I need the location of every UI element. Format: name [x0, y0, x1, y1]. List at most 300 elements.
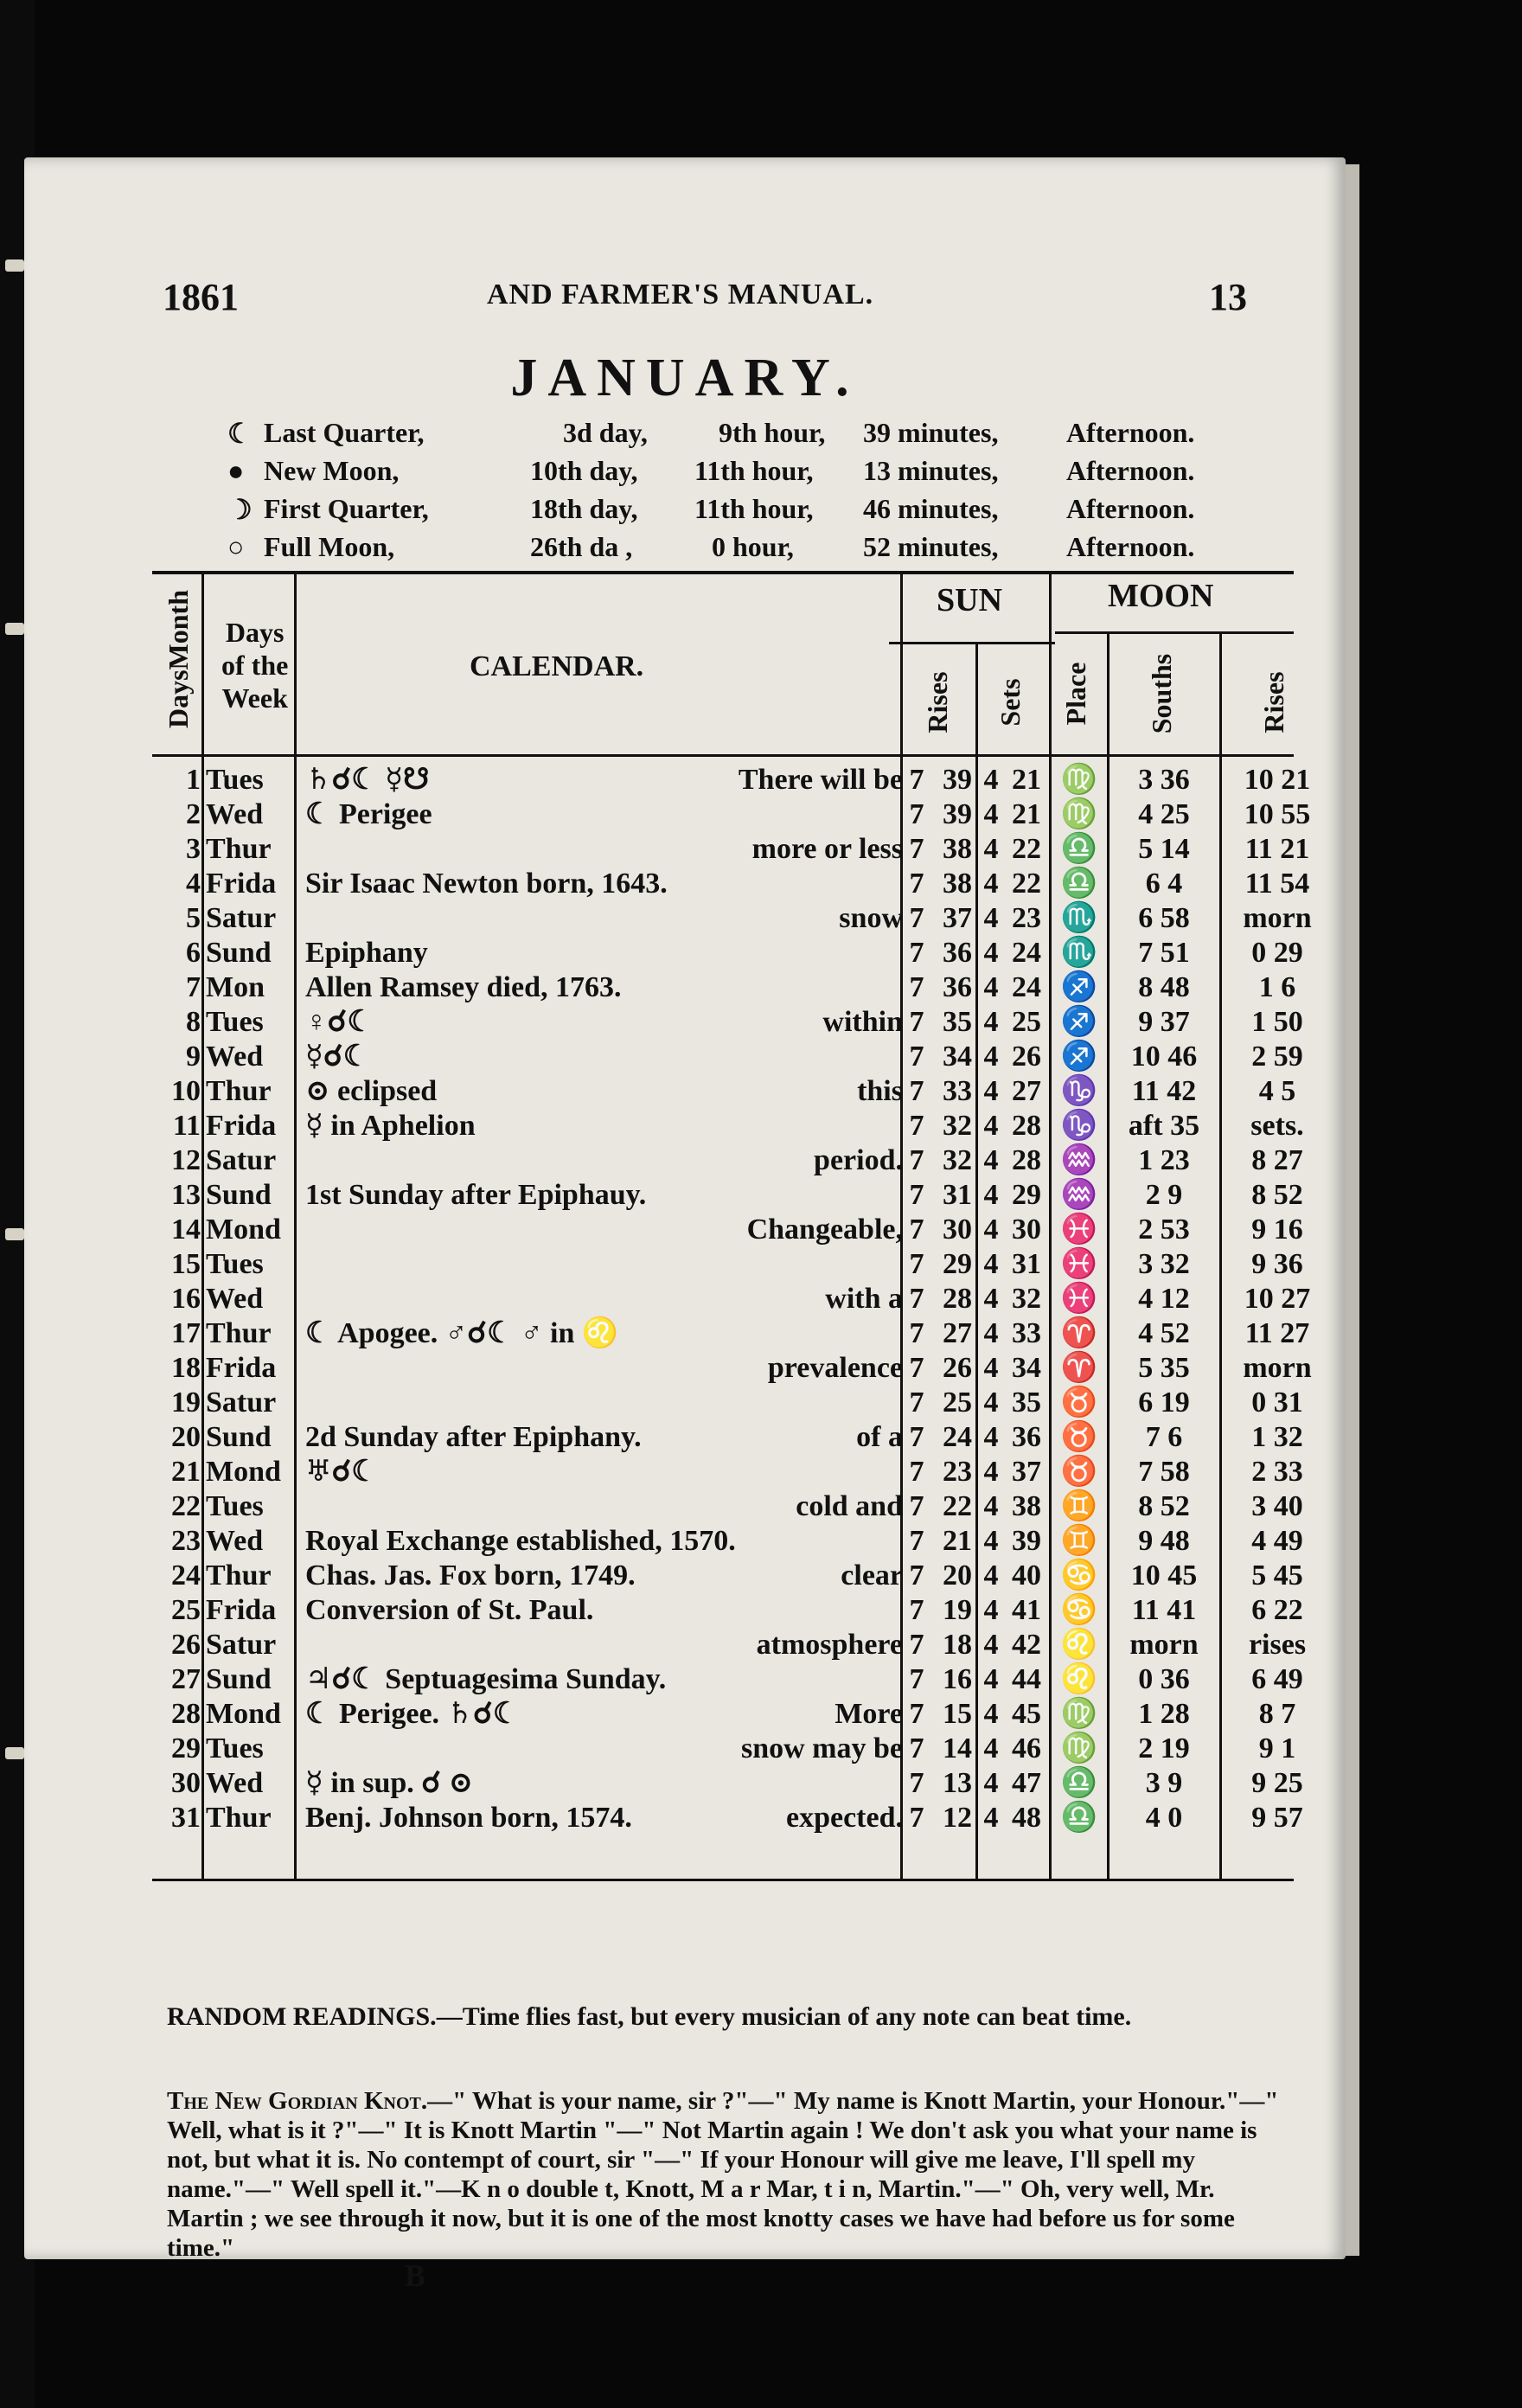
sun-set-hour: 4	[983, 1179, 999, 1211]
table-header-rule	[152, 754, 1294, 757]
sun-set-hour: 4	[983, 1767, 999, 1799]
sun-set-minutes: 41	[1012, 1594, 1041, 1626]
moon-place-sign: ♈	[1060, 1352, 1098, 1384]
sun-rise-hour: 7	[909, 1629, 924, 1661]
table-row	[24, 1386, 1346, 1420]
table-row	[24, 1524, 1346, 1559]
moon-place-sign: ♉	[1060, 1421, 1098, 1453]
calendar-note: ⊙ eclipsed	[305, 1075, 438, 1107]
moon-rises: 11 54	[1244, 868, 1310, 900]
sun-set-hour: 4	[983, 868, 999, 900]
sun-rise-minutes: 26	[943, 1352, 972, 1384]
day-of-week: Satur	[206, 1629, 277, 1661]
sun-rise-minutes: 36	[943, 937, 972, 969]
moon-souths: 3 32	[1138, 1248, 1190, 1280]
day-of-month: 3	[186, 833, 201, 865]
sun-rise-minutes: 14	[943, 1732, 972, 1764]
sun-set-minutes: 30	[1012, 1214, 1041, 1246]
moon-rises: 6 49	[1251, 1663, 1303, 1695]
day-of-week: Sund	[206, 1421, 272, 1453]
moon-place-sign: ♎	[1060, 1767, 1098, 1799]
moon-rises-header: Rises	[1258, 671, 1289, 733]
moon-souths: 9 48	[1138, 1525, 1190, 1557]
phase-minutes: 13 minutes,	[863, 455, 999, 486]
day-of-month: 11	[172, 1110, 201, 1142]
day-of-month: 20	[171, 1421, 201, 1453]
phase-period: Afternoon.	[1066, 417, 1195, 448]
first-quarter-icon: ☽	[227, 494, 253, 525]
day-of-week: Mond	[206, 1214, 281, 1246]
day-of-week: Frida	[206, 868, 277, 900]
sun-rise-hour: 7	[909, 1352, 924, 1384]
weather-forecast: period.	[814, 1144, 903, 1176]
anecdote-text: —" What is your name, sir ?"—" My name is Knott Martin, your Honour."—" Well, what is it ?"—" It is Knott Martin "—" Not Martin again ! We don't ask you what your name is not, but what it is. No contempt of court, sir "—" If your Honour will give me leave, I'll spell my name."—" Well spell it."—K n o double t, Knott, M a r Mar, t i n, Martin."—" Oh, very well, Mr. Martin ; we see through it now, but it is one of the most knotty cases we have had before us for some time."	[167, 2087, 1279, 2262]
sun-rise-hour: 7	[909, 1283, 924, 1315]
moon-souths: aft 35	[1128, 1110, 1200, 1142]
sun-rise-hour: 7	[909, 1698, 924, 1730]
table-row	[24, 1109, 1346, 1143]
signature-mark: B	[405, 2258, 426, 2293]
sun-rise-hour: 7	[909, 971, 924, 1003]
calendar-note: ☾ Apogee. ♂☌☾ ♂ in ♌	[305, 1317, 619, 1349]
table-row	[24, 1455, 1346, 1489]
moon-header-rule	[1055, 631, 1294, 634]
sun-rise-minutes: 37	[943, 902, 972, 934]
sun-rise-hour: 7	[909, 1041, 924, 1073]
sun-set-hour: 4	[983, 1421, 999, 1453]
moon-place-sign: ♎	[1060, 868, 1098, 900]
weather-forecast: within	[822, 1006, 903, 1038]
calendar-rows	[24, 763, 1346, 1835]
day-of-week: Sund	[206, 1179, 272, 1211]
table-row	[24, 1316, 1346, 1351]
sun-rise-minutes: 29	[943, 1248, 972, 1280]
moon-rises: 4 49	[1251, 1525, 1303, 1557]
sun-rises-header: Rises	[922, 671, 953, 733]
day-of-month: 26	[171, 1629, 201, 1661]
moon-place-sign: ♊	[1060, 1490, 1098, 1522]
sun-set-minutes: 36	[1012, 1421, 1041, 1453]
sun-set-hour: 4	[983, 902, 999, 934]
day-of-month: 18	[171, 1352, 201, 1384]
day-of-month: 25	[171, 1594, 201, 1626]
moon-souths: 6 4	[1145, 868, 1183, 900]
day-of-week: Thur	[206, 1802, 272, 1834]
sun-set-minutes: 48	[1012, 1802, 1041, 1834]
table-row	[24, 1628, 1346, 1662]
sun-set-hour: 4	[983, 1387, 999, 1419]
moon-place-sign: ♋	[1060, 1594, 1098, 1626]
moon-place-sign: ♓	[1060, 1214, 1098, 1246]
sun-set-minutes: 38	[1012, 1490, 1041, 1522]
random-readings-text: —Time flies fast, but every musician of any note can beat time.	[436, 2002, 1132, 2031]
sun-rise-minutes: 19	[943, 1594, 972, 1626]
day-of-month: 1	[186, 764, 201, 796]
moon-place-sign: ♐	[1060, 1006, 1098, 1038]
phase-period: Afternoon.	[1066, 455, 1195, 486]
sun-rise-hour: 7	[909, 1525, 924, 1557]
calendar-note: Royal Exchange established, 1570.	[305, 1525, 736, 1557]
moon-place-sign: ♌	[1060, 1629, 1098, 1661]
moon-souths: 10 46	[1130, 1041, 1198, 1073]
table-row	[24, 1801, 1346, 1835]
sun-rise-hour: 7	[909, 1110, 924, 1142]
calendar-note: Sir Isaac Newton born, 1643.	[305, 868, 668, 900]
random-readings-heading: RANDOM READINGS.	[167, 2002, 437, 2031]
sun-set-hour: 4	[983, 1802, 999, 1834]
day-of-month: 15	[171, 1248, 201, 1280]
sun-set-minutes: 21	[1012, 764, 1041, 796]
calendar-note: ☾ Perigee	[305, 798, 432, 830]
moon-souths: 6 19	[1138, 1387, 1190, 1419]
header-line: of the	[221, 650, 289, 681]
sun-set-minutes: 22	[1012, 868, 1041, 900]
sun-set-hour: 4	[983, 798, 999, 830]
moon-souths: 4 25	[1138, 798, 1190, 830]
binding-stitch	[5, 1228, 24, 1240]
calendar-note: Benj. Johnson born, 1574.	[305, 1802, 632, 1834]
moon-rises: 6 22	[1251, 1594, 1303, 1626]
sun-header: SUN	[937, 582, 1003, 618]
moon-souths: 4 12	[1138, 1283, 1190, 1315]
moon-rises: 10 21	[1244, 764, 1311, 796]
sun-rise-hour: 7	[909, 1214, 924, 1246]
moon-rises: 9 1	[1258, 1732, 1296, 1764]
sun-rise-hour: 7	[909, 1594, 924, 1626]
calendar-note: Chas. Jas. Fox born, 1749.	[305, 1559, 636, 1591]
almanac-page	[24, 157, 1346, 2293]
sun-rise-minutes: 22	[943, 1490, 972, 1522]
day-of-week: Thur	[206, 1559, 272, 1591]
day-of-month: 31	[171, 1802, 201, 1834]
sun-set-minutes: 22	[1012, 833, 1041, 865]
sun-set-minutes: 42	[1012, 1629, 1041, 1661]
calendar-note: ♃☌☾ Septuagesima Sunday.	[305, 1663, 667, 1695]
moon-place-sign: ♑	[1060, 1075, 1098, 1107]
sun-set-minutes: 46	[1012, 1732, 1041, 1764]
sun-set-minutes: 27	[1012, 1075, 1041, 1107]
table-row	[24, 1732, 1346, 1766]
sun-set-minutes: 21	[1012, 798, 1041, 830]
phase-period: Afternoon.	[1066, 493, 1195, 524]
sun-rise-minutes: 34	[943, 1041, 972, 1073]
sun-set-hour: 4	[983, 1075, 999, 1107]
day-of-month: 29	[171, 1732, 201, 1764]
moon-souths: 5 35	[1138, 1352, 1190, 1384]
moon-place-sign: ♎	[1060, 1802, 1098, 1834]
table-row	[24, 1420, 1346, 1455]
day-of-week: Wed	[206, 798, 264, 830]
phase-minutes: 52 minutes,	[863, 531, 999, 562]
binding-stitch	[5, 623, 24, 635]
sun-rise-minutes: 36	[943, 971, 972, 1003]
moon-place-sign: ♊	[1060, 1525, 1098, 1557]
moon-place-sign: ♑	[1060, 1110, 1098, 1142]
day-of-month: 17	[171, 1317, 201, 1349]
moon-souths: 9 37	[1138, 1006, 1190, 1038]
phase-day: 10th day,	[530, 455, 638, 486]
moon-souths: 2 53	[1138, 1214, 1190, 1246]
month-title: JANUARY.	[510, 349, 860, 407]
moon-rises: 1 32	[1251, 1421, 1303, 1453]
day-of-month: 21	[171, 1456, 201, 1488]
day-of-week: Thur	[206, 1317, 272, 1349]
moon-souths: 6 58	[1138, 902, 1190, 934]
moon-place-sign: ♏	[1060, 937, 1098, 969]
day-of-month: 30	[171, 1767, 201, 1799]
sun-set-minutes: 26	[1012, 1041, 1041, 1073]
sun-rise-hour: 7	[909, 902, 924, 934]
day-of-week: Frida	[206, 1110, 277, 1142]
sun-set-hour: 4	[983, 1352, 999, 1384]
sun-rise-minutes: 23	[943, 1456, 972, 1488]
binding-stitch	[5, 1747, 24, 1759]
moon-place-sign: ♍	[1060, 764, 1098, 796]
moon-place-sign: ♓	[1060, 1283, 1098, 1315]
days-week-header	[221, 616, 288, 714]
moon-header: MOON	[1108, 578, 1214, 614]
day-of-month: 12	[171, 1144, 201, 1176]
weather-forecast: atmosphere	[756, 1629, 903, 1661]
day-of-month: 9	[186, 1041, 201, 1073]
moon-souths: 11 42	[1131, 1075, 1197, 1107]
phase-hour: 11th hour,	[694, 455, 814, 486]
calendar-note: ☾ Perigee. ♄☌☾	[305, 1698, 520, 1730]
moon-souths: morn	[1129, 1629, 1199, 1661]
gordian-knot-anecdote	[167, 2086, 1295, 2263]
moon-rises: 0 29	[1251, 937, 1303, 969]
day-of-month: 5	[186, 902, 201, 934]
weather-forecast: snow may be	[740, 1732, 903, 1764]
moon-souths: 10 45	[1130, 1559, 1198, 1591]
moon-place-sign: ♍	[1060, 1732, 1098, 1764]
moon-souths: 1 28	[1138, 1698, 1190, 1730]
page-edge	[1346, 164, 1359, 2256]
weather-forecast: snow	[839, 902, 903, 934]
sun-rise-hour: 7	[909, 1663, 924, 1695]
moon-place-sign: ♋	[1060, 1559, 1098, 1591]
sun-set-minutes: 25	[1012, 1006, 1041, 1038]
moon-rises: 11 27	[1244, 1317, 1310, 1349]
phase-minutes: 39 minutes,	[863, 417, 999, 448]
moon-rises: 8 7	[1258, 1698, 1296, 1730]
calendar-note: ♄☌☾ ☿☋	[305, 764, 430, 796]
calendar-note: ♅☌☾	[305, 1456, 378, 1488]
sun-set-minutes: 31	[1012, 1248, 1041, 1280]
moon-rises: 1 6	[1258, 971, 1296, 1003]
moon-place-sign: ♉	[1060, 1387, 1098, 1419]
sun-rise-hour: 7	[909, 1732, 924, 1764]
sun-set-hour: 4	[983, 1006, 999, 1038]
moon-souths: 5 14	[1138, 833, 1190, 865]
sun-rise-minutes: 38	[943, 833, 972, 865]
moon-place-sign: ♒	[1060, 1179, 1098, 1211]
sun-rise-minutes: 31	[943, 1179, 972, 1211]
sun-header-rule	[889, 642, 1055, 644]
sun-rise-minutes: 39	[943, 798, 972, 830]
moon-place-sign: ♈	[1060, 1317, 1098, 1349]
sun-rise-hour: 7	[909, 868, 924, 900]
moon-rises: 4 5	[1258, 1075, 1296, 1107]
sun-rise-minutes: 35	[943, 1006, 972, 1038]
day-of-month: 27	[171, 1663, 201, 1695]
day-of-week: Satur	[206, 1144, 277, 1176]
moon-rises: 5 45	[1251, 1559, 1303, 1591]
table-row	[24, 1559, 1346, 1593]
binding-stitch	[5, 259, 24, 272]
moon-rises: 8 27	[1251, 1144, 1303, 1176]
sun-rise-minutes: 28	[943, 1283, 972, 1315]
table-row	[24, 1074, 1346, 1109]
last-quarter-icon: ☾	[227, 418, 253, 449]
moon-rises: 3 40	[1251, 1490, 1303, 1522]
moon-rises: 0 31	[1251, 1387, 1303, 1419]
phase-minutes: 46 minutes,	[863, 493, 999, 524]
sun-rise-hour: 7	[909, 1421, 924, 1453]
table-row	[24, 1282, 1346, 1316]
sun-set-minutes: 32	[1012, 1283, 1041, 1315]
moon-place-sign: ♏	[1060, 902, 1098, 934]
moon-rises: 9 16	[1251, 1214, 1303, 1246]
day-of-month: 10	[171, 1075, 201, 1107]
sun-set-minutes: 24	[1012, 937, 1041, 969]
calendar-header: CALENDAR.	[470, 650, 644, 682]
phase-name: Full Moon,	[264, 531, 395, 562]
sun-rise-hour: 7	[909, 937, 924, 969]
moon-rises: 8 52	[1251, 1179, 1303, 1211]
sun-rise-hour: 7	[909, 1456, 924, 1488]
day-of-month: 24	[171, 1559, 201, 1591]
calendar-note: Allen Ramsey died, 1763.	[305, 971, 622, 1003]
moon-souths: 7 51	[1138, 937, 1190, 969]
sun-set-hour: 4	[983, 1283, 999, 1315]
sun-rise-minutes: 12	[943, 1802, 972, 1834]
day-of-week: Satur	[206, 902, 277, 934]
table-row	[24, 1143, 1346, 1178]
sun-rise-minutes: 32	[943, 1110, 972, 1142]
day-of-week: Tues	[206, 1732, 264, 1764]
phase-name: New Moon,	[264, 455, 400, 486]
moon-place-sign: ♐	[1060, 1041, 1098, 1073]
moon-place-sign: ♐	[1060, 971, 1098, 1003]
day-of-month: 23	[171, 1525, 201, 1557]
sun-rise-minutes: 15	[943, 1698, 972, 1730]
moon-souths: 8 52	[1138, 1490, 1190, 1522]
weather-forecast: expected.	[785, 1802, 903, 1834]
moon-souths: 2 9	[1145, 1179, 1183, 1211]
moon-rises: 9 25	[1251, 1767, 1303, 1799]
moon-souths: 3 9	[1145, 1767, 1183, 1799]
sun-set-minutes: 47	[1012, 1767, 1041, 1799]
day-of-week: Sund	[206, 1663, 272, 1695]
moon-place-sign: ♓	[1060, 1248, 1098, 1280]
sun-rise-hour: 7	[909, 798, 924, 830]
day-of-week: Frida	[206, 1352, 277, 1384]
moon-rises: 10 27	[1244, 1283, 1311, 1315]
moon-souths: 1 23	[1138, 1144, 1190, 1176]
moon-souths: 3 36	[1138, 764, 1190, 796]
sun-set-hour: 4	[983, 1110, 999, 1142]
moon-souths: 7 6	[1145, 1421, 1183, 1453]
day-of-week: Frida	[206, 1594, 277, 1626]
sun-set-minutes: 28	[1012, 1144, 1041, 1176]
moon-rises: 11 21	[1244, 833, 1310, 865]
sun-set-hour: 4	[983, 833, 999, 865]
table-row	[24, 936, 1346, 970]
phase-day: 18th day,	[530, 493, 638, 524]
moon-rises: 9 57	[1251, 1802, 1303, 1834]
calendar-note: 1st Sunday after Epiphauy.	[305, 1179, 647, 1211]
table-row	[24, 970, 1346, 1005]
sun-rise-hour: 7	[909, 1802, 924, 1834]
day-of-month: 2	[186, 798, 201, 830]
table-row	[24, 763, 1346, 797]
day-of-week: Tues	[206, 764, 264, 796]
sun-rise-minutes: 39	[943, 764, 972, 796]
sun-rise-minutes: 30	[943, 1214, 972, 1246]
phase-hour: 11th hour,	[694, 493, 814, 524]
day-of-month: 13	[171, 1179, 201, 1211]
table-row	[24, 1247, 1346, 1282]
day-of-month: 14	[171, 1214, 201, 1246]
phase-period: Afternoon.	[1066, 531, 1195, 562]
moon-rises: 2 59	[1251, 1041, 1303, 1073]
moon-rises: morn	[1243, 1352, 1312, 1384]
sun-set-minutes: 34	[1012, 1352, 1041, 1384]
moon-souths: 0 36	[1138, 1663, 1190, 1695]
sun-rise-hour: 7	[909, 1006, 924, 1038]
weather-forecast: Changeable,	[746, 1214, 903, 1246]
calendar-note: 2d Sunday after Epiphany.	[305, 1421, 642, 1453]
moon-place-sign: ♌	[1060, 1663, 1098, 1695]
day-of-month: 22	[171, 1490, 201, 1522]
day-of-week: Satur	[206, 1387, 277, 1419]
sun-set-hour: 4	[983, 1629, 999, 1661]
sun-set-hour: 4	[983, 1559, 999, 1591]
random-readings	[167, 2000, 1295, 2034]
day-of-week: Tues	[206, 1006, 264, 1038]
header-line: Week	[221, 682, 288, 714]
day-of-week: Sund	[206, 937, 272, 969]
day-of-month: 28	[171, 1698, 201, 1730]
table-row	[24, 1040, 1346, 1074]
moon-souths-header: Souths	[1146, 653, 1177, 734]
page-number: 13	[1209, 276, 1247, 318]
sun-set-hour: 4	[983, 1525, 999, 1557]
table-row	[24, 1178, 1346, 1213]
day-of-week: Mond	[206, 1456, 281, 1488]
day-of-week: Wed	[206, 1283, 264, 1315]
sun-rise-minutes: 33	[943, 1075, 972, 1107]
table-row	[24, 1213, 1346, 1247]
phase-hour: 0 hour,	[712, 531, 794, 562]
sun-set-minutes: 23	[1012, 902, 1041, 934]
calendar-note: Epiphany	[305, 937, 428, 969]
sun-rise-minutes: 16	[943, 1663, 972, 1695]
sun-set-hour: 4	[983, 1490, 999, 1522]
calendar-note: ☿ in Aphelion	[305, 1110, 476, 1142]
sun-set-minutes: 33	[1012, 1317, 1041, 1349]
day-of-week: Tues	[206, 1248, 264, 1280]
sun-rise-hour: 7	[909, 1179, 924, 1211]
header-line: Days	[225, 617, 285, 648]
moon-souths: 8 48	[1138, 971, 1190, 1003]
weather-forecast: clear	[841, 1559, 903, 1591]
day-of-week: Mon	[206, 971, 265, 1003]
moon-rises: sets.	[1250, 1110, 1304, 1142]
moon-place-sign: ♍	[1060, 798, 1098, 830]
sun-set-hour: 4	[983, 1144, 999, 1176]
